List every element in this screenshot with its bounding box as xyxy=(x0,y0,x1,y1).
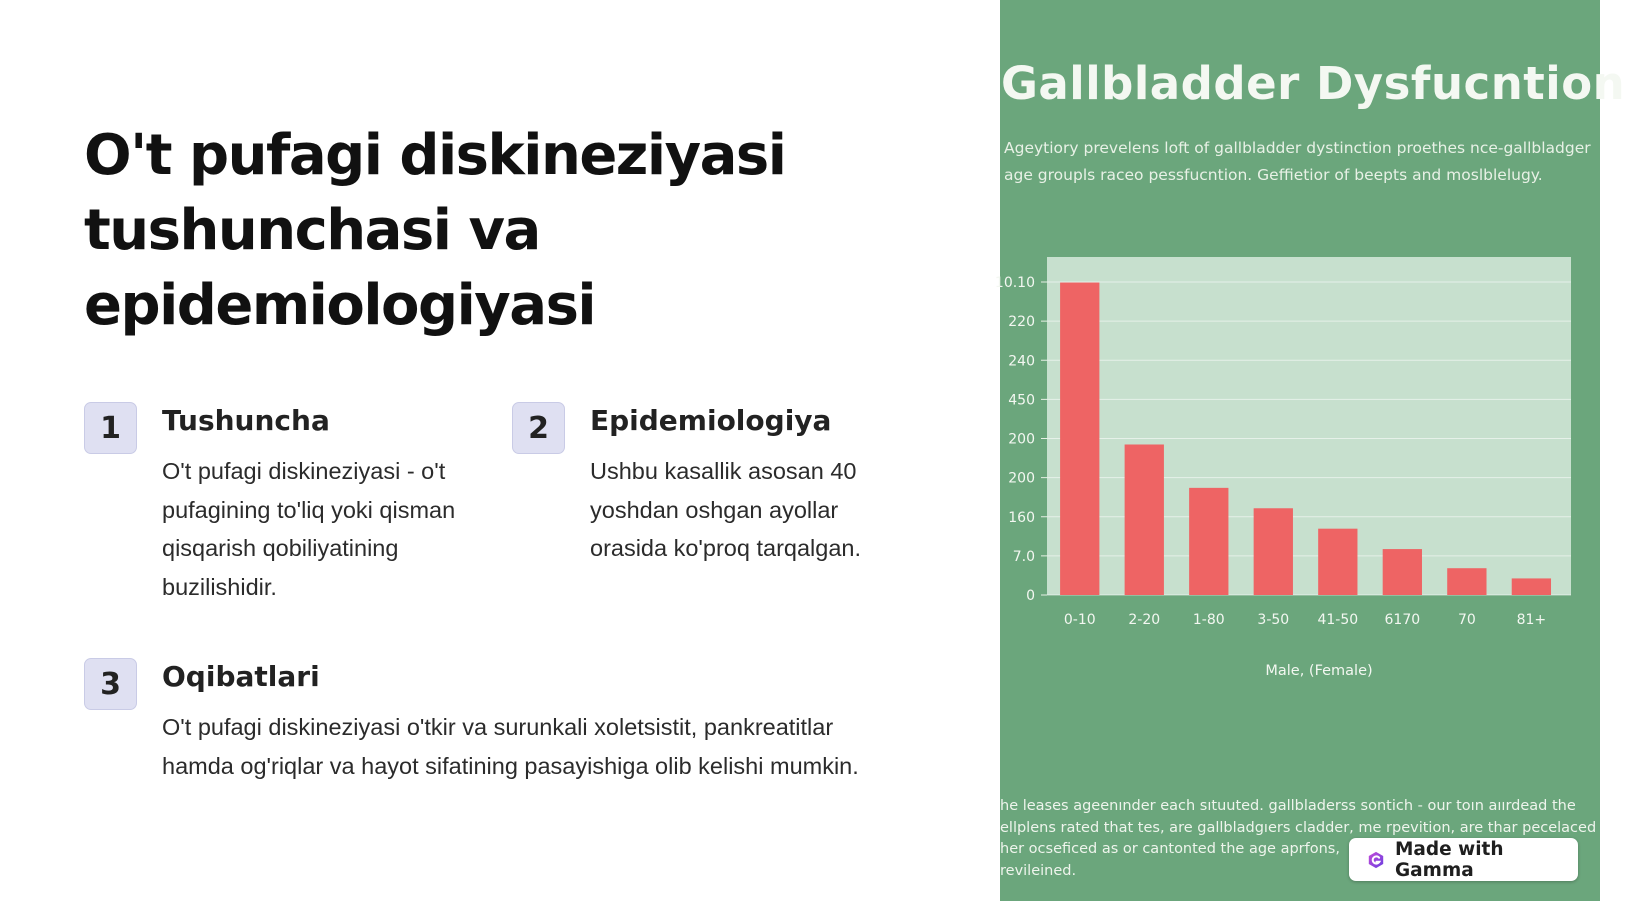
x-tick-label: 2-20 xyxy=(1128,612,1161,628)
y-tick-label: 240 xyxy=(1008,353,1035,370)
item-title: Epidemiologiya xyxy=(590,404,832,437)
x-tick-label: 70 xyxy=(1457,612,1476,628)
y-tick-label: 0 xyxy=(1026,588,1035,604)
x-tick-label: 81+ xyxy=(1516,612,1547,628)
item-title: Tushuncha xyxy=(162,404,330,437)
panel-title: Gallbladder Dysfucntion xyxy=(1001,57,1625,110)
bar xyxy=(1060,283,1099,595)
x-tick-label: 1-80 xyxy=(1192,612,1225,628)
panel-footer-text: he leases ageenınder each sıtuuted. gallbladerss sontich - our toın aıırdead the ellplens rated that tes, are gallbladgıers cladder, me rpevition, are thar pecelaced her ocseficed as or cantonted the age aprfons, revileined. xyxy=(1000,798,1597,879)
x-tick-label: 0-10 xyxy=(1063,612,1096,628)
item-title: Oqibatlari xyxy=(162,660,320,693)
y-tick-label: 160 xyxy=(1008,509,1035,526)
y-tick-label: 10.10 xyxy=(994,275,1035,291)
bar xyxy=(1383,549,1422,595)
item-oqibatlari xyxy=(84,658,984,798)
x-tick-label: 41-50 xyxy=(1317,612,1359,628)
panel-description: Ageytiory prevelens loft of gallbladder dystinction proethes nce-gallbladger age groupls raceo pessfucntion. Geffietior of beepts and moslblelugy. xyxy=(1004,139,1591,184)
x-tick-label: 3-50 xyxy=(1257,612,1290,628)
made-with-gamma-badge[interactable] xyxy=(1349,838,1578,881)
side-image-panel xyxy=(994,0,1625,901)
bar xyxy=(1447,568,1486,595)
bar xyxy=(1125,444,1164,595)
x-tick-label: 6170 xyxy=(1384,612,1421,628)
item-tushuncha xyxy=(84,402,456,602)
item-text: O't pufagi diskineziyasi - o't pufagining to'liq yoki qisman qisqarish qobiliyatining buzilishidir. xyxy=(162,458,456,600)
slide-title: O't pufagi diskineziyasi tushunchasi va epidemiologiyasi xyxy=(84,123,786,338)
y-tick-label: 450 xyxy=(1008,392,1035,409)
item-epidemiologiya xyxy=(512,402,892,602)
badge-label: Made with Gamma xyxy=(1395,838,1504,881)
bar xyxy=(1512,578,1551,595)
y-tick-label: 200 xyxy=(1008,470,1035,487)
item-text: O't pufagi diskineziyasi o'tkir va surunkali xoletsistit, pankreatitlar hamda og'riqlar va hayot sifatining pasayishiga olib kelishi mumkin. xyxy=(162,714,859,779)
number-badge: 1 xyxy=(84,402,137,454)
bar xyxy=(1189,488,1228,595)
bar xyxy=(1254,508,1293,595)
x-axis-label: Male, (Female) xyxy=(1265,663,1373,679)
item-text: Ushbu kasallik asosan 40 yoshdan oshgan ayollar orasida ko'proq tarqalgan. xyxy=(590,458,861,561)
number-badge: 3 xyxy=(84,658,137,710)
bar xyxy=(1318,529,1357,595)
y-tick-label: 200 xyxy=(1008,431,1035,448)
y-tick-label: 220 xyxy=(1008,314,1035,331)
bar-chart xyxy=(994,240,1600,690)
number-badge: 2 xyxy=(512,402,565,454)
y-tick-label: 7.0 xyxy=(1012,548,1035,565)
gamma-logo-icon xyxy=(1367,851,1385,869)
